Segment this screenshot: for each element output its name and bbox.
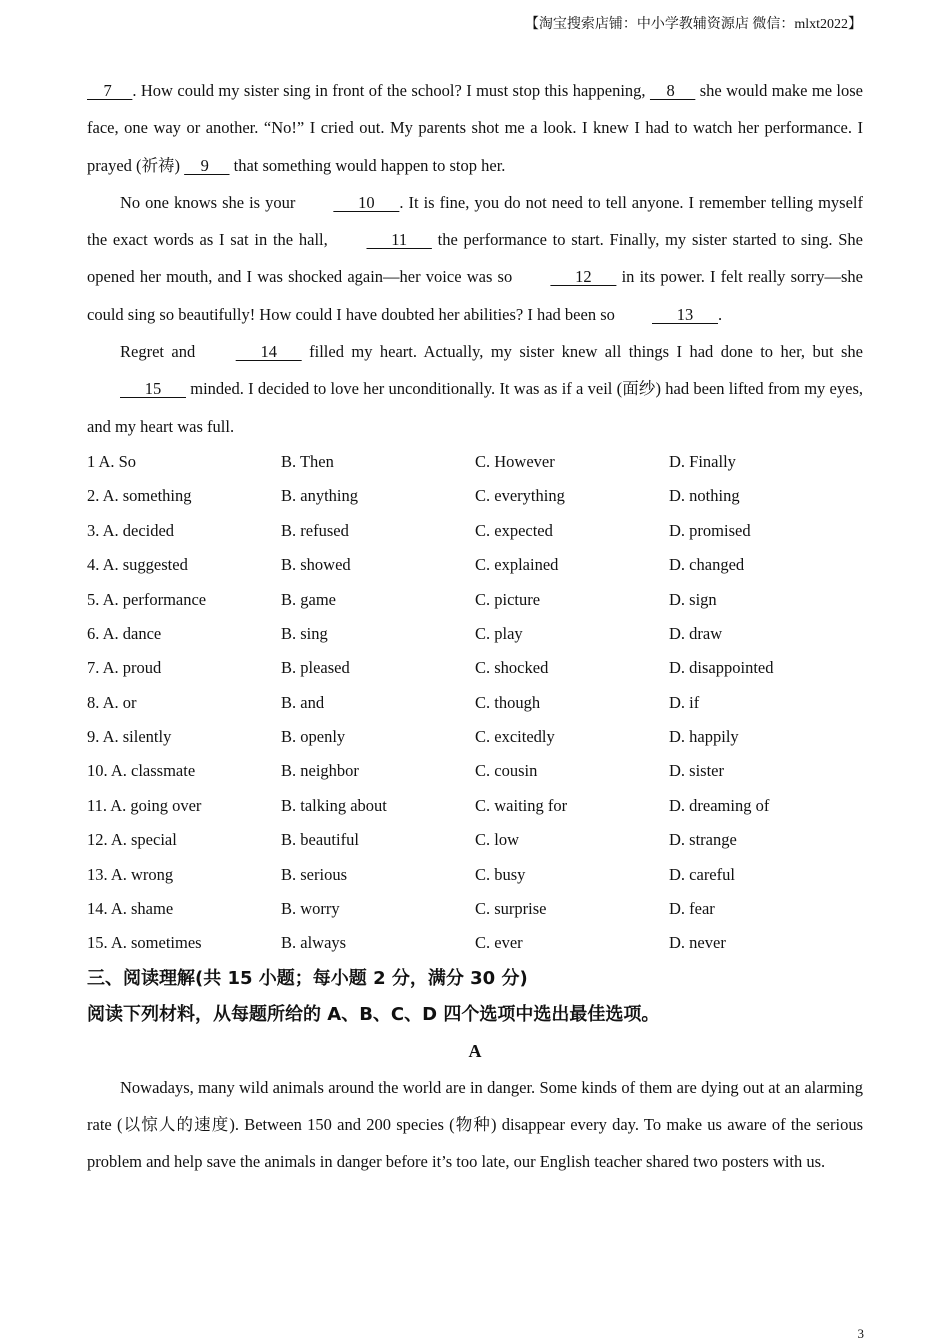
option-b: B. sing <box>281 623 328 643</box>
option-a: 7. A. proud <box>87 658 162 678</box>
option-row <box>87 514 863 548</box>
option-d: D. draw <box>669 623 723 643</box>
text-segment: she would make me lose face, one way or another. “No!” I cried out. My parents shot me a look. I knew I had to watch her performance. I prayed (祈祷) <box>87 81 864 175</box>
option-b: B. always <box>281 933 347 953</box>
option-d: D. dreaming of <box>669 795 770 815</box>
option-d: D. fear <box>669 899 715 919</box>
option-row <box>87 892 863 926</box>
option-d: D. Finally <box>669 451 736 471</box>
option-d: D. careful <box>669 864 735 884</box>
passage-paragraph: Nowadays, many wild animals around the world are in danger. Some kinds of them are dying out at an alarming rate (以惊人的速度). Between 150 and 200 species (物种) disappear every day. To make us aware of the serious problem and help save the animals in danger before it’s too late, our English teacher shared two posters with us. <box>87 1077 863 1172</box>
cloze-paragraph-1 <box>87 72 863 184</box>
option-b: B. serious <box>281 864 347 884</box>
option-d: D. sister <box>669 761 724 781</box>
option-row <box>87 754 863 788</box>
option-d: D. promised <box>669 520 751 540</box>
option-row <box>87 445 863 479</box>
option-b: B. beautiful <box>281 830 359 850</box>
option-b: B. and <box>281 692 325 712</box>
option-b: B. talking about <box>281 795 387 815</box>
cloze-paragraph-2 <box>87 184 863 333</box>
answer-options-table <box>87 445 863 961</box>
option-c: C. cousin <box>475 761 538 781</box>
option-c: C. shocked <box>475 658 549 678</box>
blank-15: 15 <box>120 379 186 399</box>
option-a: 5. A. performance <box>87 589 207 609</box>
option-b: B. openly <box>281 727 346 747</box>
option-c: C. expected <box>475 520 553 540</box>
option-b: B. neighbor <box>281 761 359 781</box>
option-row <box>87 583 863 617</box>
text-segment: . <box>718 304 723 324</box>
option-row <box>87 720 863 754</box>
option-c: C. excitedly <box>475 727 555 747</box>
text-segment: filled my heart. Actually, my sister knew all things I had done to her, but she <box>301 342 863 362</box>
option-c: C. waiting for <box>475 795 568 815</box>
blank-7: 7 <box>87 81 133 100</box>
option-a: 12. A. special <box>87 830 177 850</box>
option-b: B. pleased <box>281 658 350 678</box>
option-row <box>87 479 863 513</box>
option-row <box>87 617 863 651</box>
option-c: C. However <box>475 451 555 471</box>
option-a: 9. A. silently <box>87 727 172 747</box>
page-header: 【淘宝搜索店铺：中小学教辅资源店 微信：mlxt2022】 <box>524 17 862 32</box>
option-b: B. Then <box>281 451 334 471</box>
option-c: C. everything <box>475 486 565 506</box>
option-a: 13. A. wrong <box>87 864 174 884</box>
option-a: 3. A. decided <box>87 520 175 540</box>
option-a: 10. A. classmate <box>87 761 196 781</box>
blank-9: 9 <box>184 155 230 175</box>
section-instruction: 阅读下列材料，从每题所给的 A、B、C、D 四个选项中选出最佳选项。 <box>87 1003 660 1025</box>
page-number: 3 <box>857 1326 864 1341</box>
option-a: 14. A. shame <box>87 899 174 919</box>
option-d: D. sign <box>669 589 717 609</box>
blank-12: 12 <box>550 267 617 287</box>
option-c: C. though <box>475 692 541 712</box>
option-c: C. picture <box>475 589 541 609</box>
option-row <box>87 651 863 685</box>
option-b: B. game <box>281 589 336 609</box>
option-row <box>87 926 863 960</box>
option-a: 6. A. dance <box>87 623 162 643</box>
option-d: D. changed <box>669 555 745 575</box>
option-b: B. anything <box>281 486 358 506</box>
option-a: 15. A. sometimes <box>87 933 202 953</box>
option-c: C. low <box>475 830 520 850</box>
page-content <box>87 72 863 1181</box>
option-row <box>87 823 863 857</box>
text-segment: in its power. I felt really sorry—she could sing so beautifully! How could I have doubted her abilities? I had been so <box>87 267 863 324</box>
option-row <box>87 548 863 582</box>
option-d: D. happily <box>669 727 739 747</box>
section-title: 三、阅读理解(共 15 小题；每小题 2 分，满分 30 分) <box>87 967 528 989</box>
text-segment: the performance to start. Finally, my sister started to sing. She opened her mouth, and I was shocked again—her voice was so <box>87 230 863 287</box>
option-row <box>87 789 863 823</box>
option-d: D. nothing <box>669 486 740 506</box>
option-a: 2. A. something <box>87 486 192 506</box>
blank-11: 11 <box>366 230 432 250</box>
option-d: D. if <box>669 692 700 712</box>
option-d: D. disappointed <box>669 658 774 678</box>
option-d: D. strange <box>669 830 737 850</box>
text-segment: that something would happen to stop her. <box>229 155 506 175</box>
text-segment: No one knows she is your <box>120 192 301 212</box>
text-segment: Regret and <box>120 342 203 362</box>
cloze-paragraph-3 <box>87 333 863 445</box>
option-b: B. showed <box>281 555 351 575</box>
option-a: 11. A. going over <box>87 795 202 815</box>
option-b: B. worry <box>281 899 340 919</box>
text-segment: minded. I decided to love her unconditionally. It was as if a veil (面纱) had been lifted from my eyes, and my heart was full. <box>87 379 863 436</box>
blank-10: 10 <box>333 192 400 212</box>
option-d: D. never <box>669 933 726 953</box>
option-row <box>87 686 863 720</box>
option-a: 4. A. suggested <box>87 555 188 575</box>
option-b: B. refused <box>281 520 349 540</box>
blank-14: 14 <box>235 342 302 362</box>
option-a: 1 A. So <box>87 451 137 471</box>
blank-8: 8 <box>649 81 696 100</box>
blank-13: 13 <box>652 304 718 324</box>
passage-label: A <box>468 1040 482 1061</box>
text-segment: . It is fine, you do not need to tell anyone. I remember telling myself the exact words as I sat in the hall, <box>87 192 864 250</box>
option-c: C. surprise <box>475 899 547 919</box>
option-row <box>87 858 863 892</box>
option-c: C. ever <box>475 933 523 953</box>
option-a: 8. A. or <box>87 692 137 712</box>
text-segment: . How could my sister sing in front of the school? I must stop this happening, <box>132 81 650 100</box>
option-c: C. busy <box>475 864 526 884</box>
option-c: C. explained <box>475 555 559 575</box>
option-c: C. play <box>475 623 523 643</box>
